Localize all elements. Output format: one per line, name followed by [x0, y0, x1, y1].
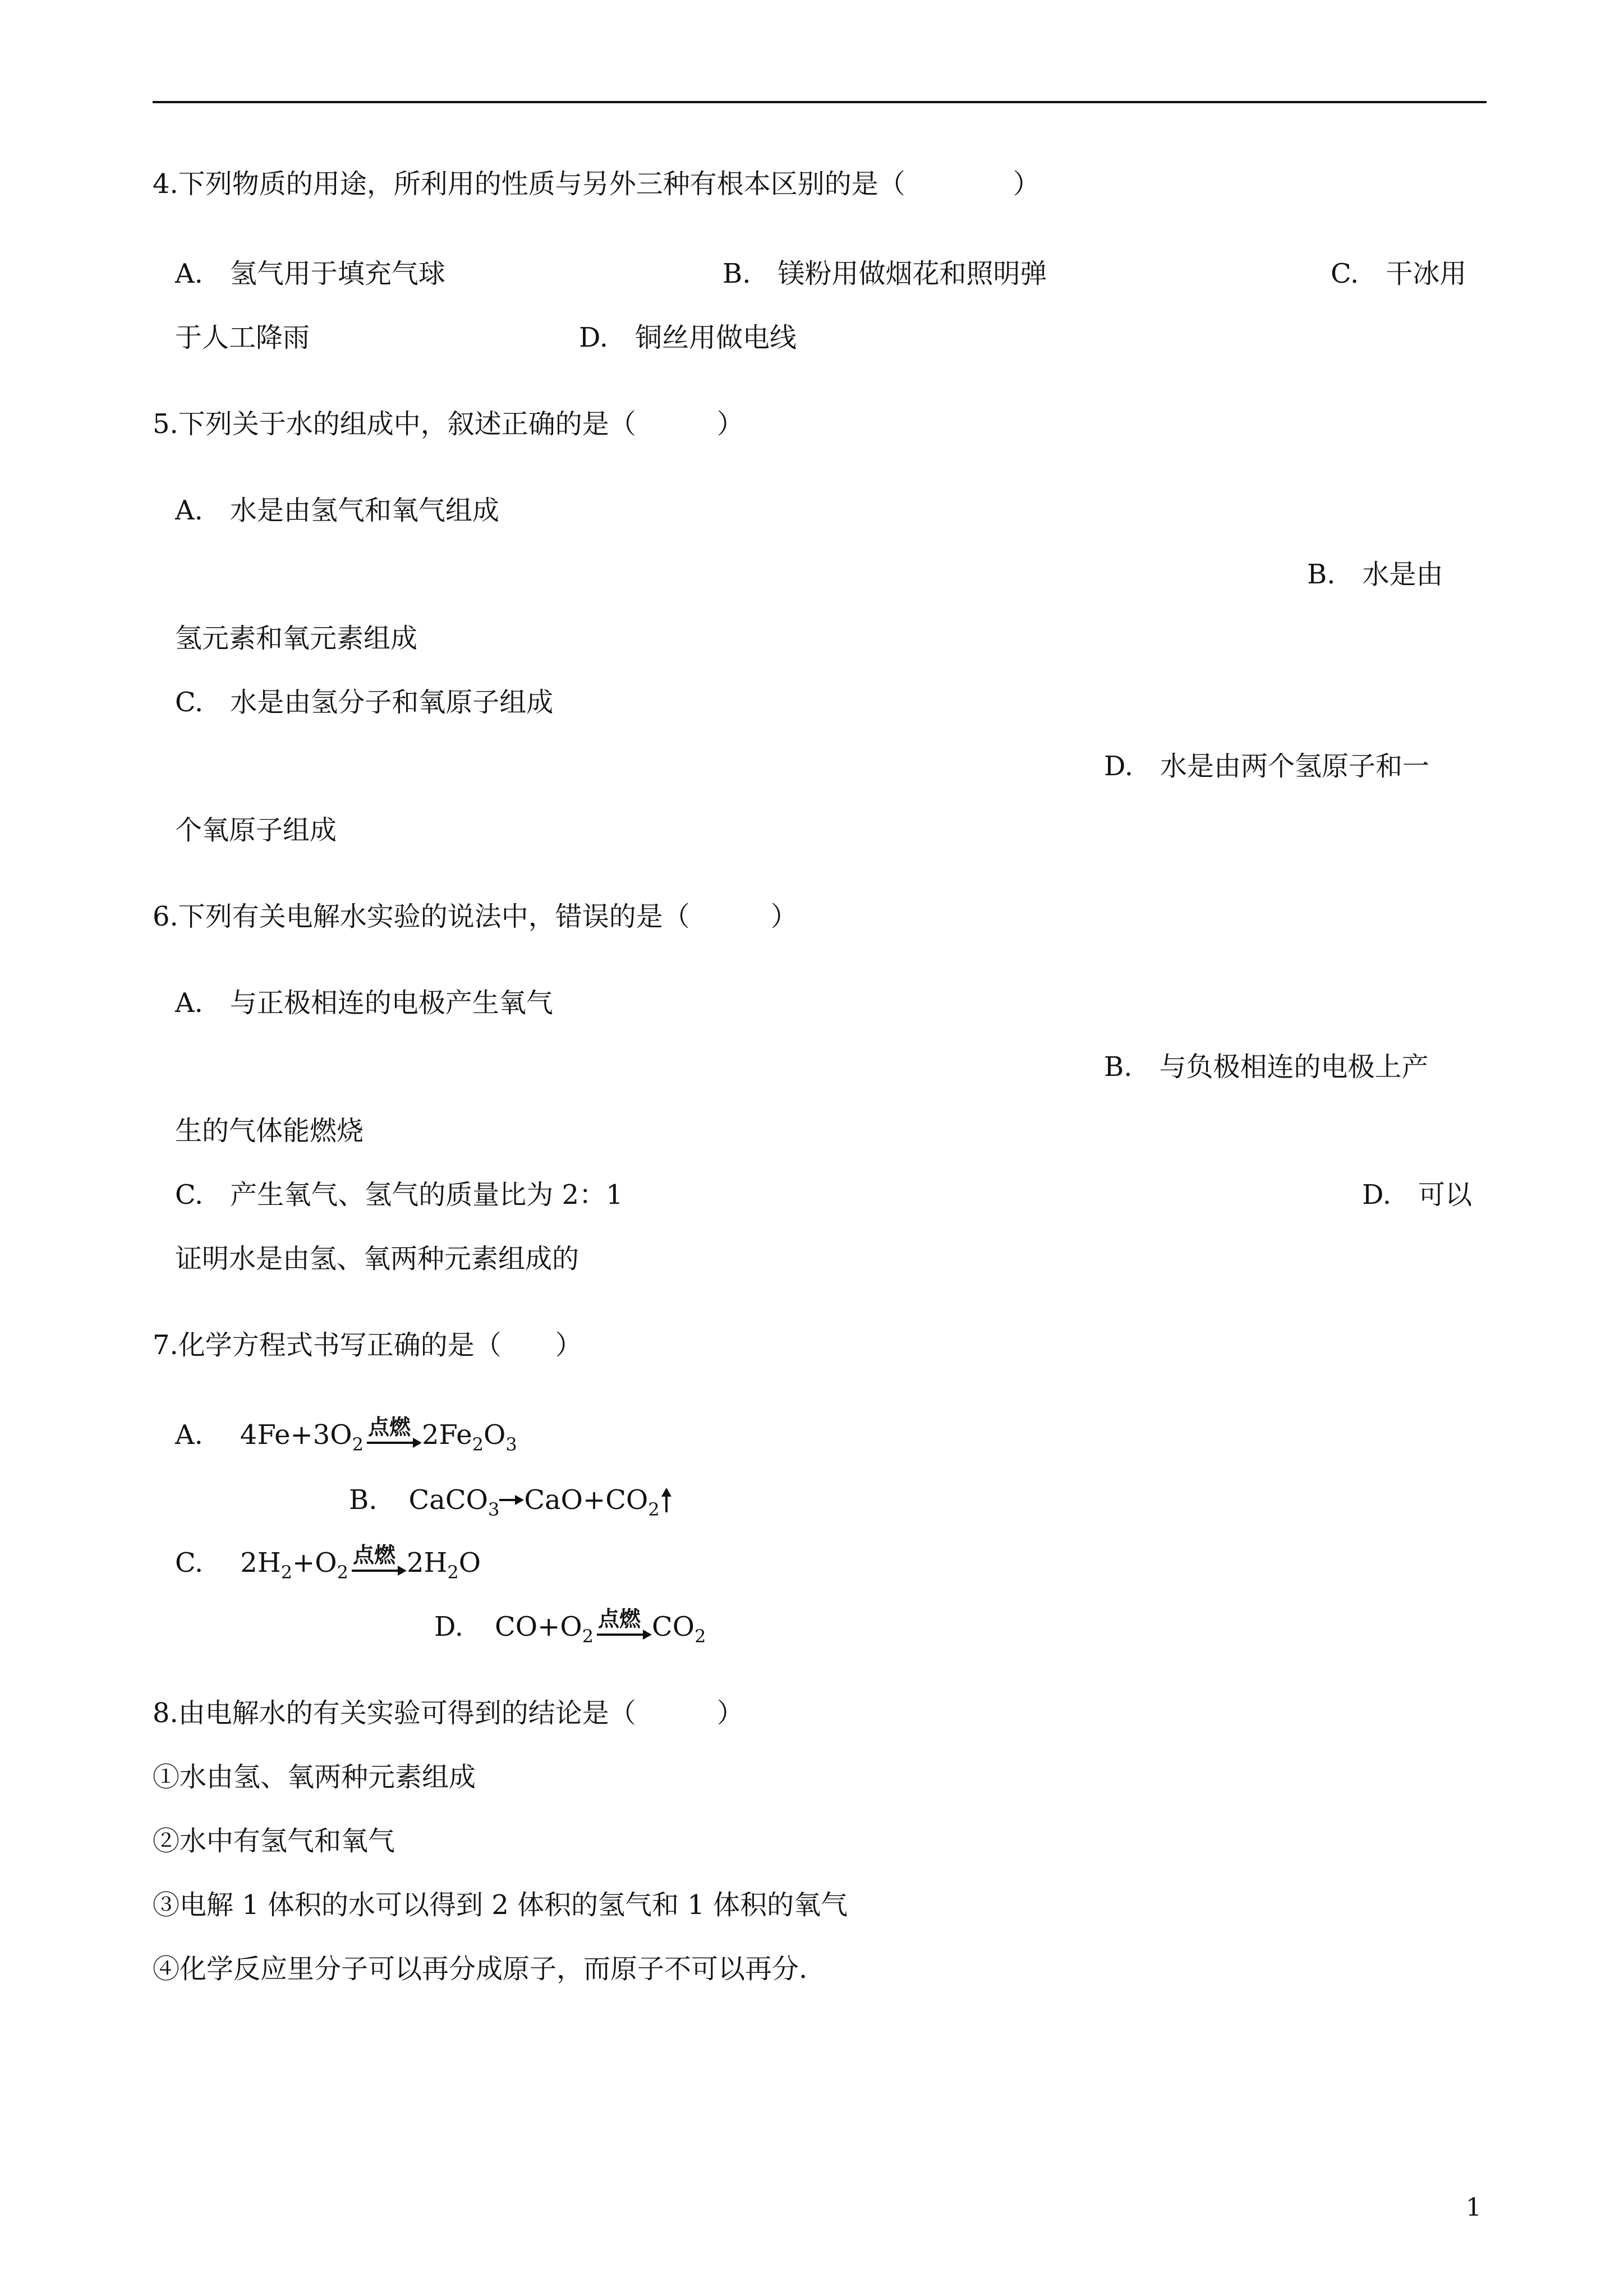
q7-option-a — [175, 1414, 517, 1455]
q5-option-b-part1: B. 水是由 — [1307, 559, 1443, 590]
page-number: 1 — [1466, 2193, 1482, 2222]
q5-option-d-part1: D. 水是由两个氢原子和一 — [1104, 751, 1430, 782]
q7-a-reaction-arrow — [364, 1414, 422, 1452]
q7-a-reactants: 4Fe+3O — [240, 1419, 352, 1451]
q6-option-b-part2: 生的气体能燃烧 — [175, 1115, 364, 1147]
q7-a-sub: 3 — [505, 1434, 517, 1455]
q7-a-sub: 2 — [352, 1434, 364, 1455]
q7-c-reaction-arrow — [348, 1542, 407, 1580]
q7-d-product: CO — [652, 1611, 695, 1642]
q7-c-reactant: 2H — [240, 1547, 281, 1579]
q7-b-label: B. — [349, 1484, 378, 1516]
q5-option-c: C. 水是由氢分子和氧原子组成 — [175, 687, 554, 718]
arrow-up-icon — [660, 1483, 673, 1517]
arrow-right-icon — [643, 1630, 652, 1640]
q7-c-sub: 2 — [280, 1562, 293, 1583]
q4-stem: 4.下列物质的用途，所利用的性质与另外三种有根本区别的是（ ） — [153, 168, 1040, 200]
q8-stem: 8.由电解水的有关实验可得到的结论是（ ） — [153, 1697, 744, 1729]
q6-option-d-part2: 证明水是由氢、氧两种元素组成的 — [175, 1243, 579, 1274]
q5-option-b-part2: 氢元素和氧元素组成 — [175, 623, 418, 654]
q5-stem: 5.下列关于水的组成中，叙述正确的是（ ） — [153, 408, 744, 440]
q6-option-a: A. 与正极相连的电极产生氧气 — [175, 987, 553, 1019]
q7-d-reactants: CO+O — [495, 1611, 582, 1642]
q7-a-sub: 2 — [472, 1434, 484, 1455]
q6-option-c: C. 产生氧气、氢气的质量比为 2：1 — [175, 1179, 623, 1211]
q6-option-d-part1: D. 可以 — [1362, 1179, 1473, 1211]
arrow-right-icon — [413, 1438, 422, 1448]
arrow-right-icon — [499, 1483, 524, 1517]
q7-b-products: CaO+CO — [524, 1484, 648, 1516]
q8-statement-1: ①水由氢、氧两种元素组成 — [153, 1761, 476, 1793]
q7-option-c — [175, 1542, 481, 1583]
q7-b-sub: 3 — [487, 1499, 500, 1520]
q7-stem: 7.化学方程式书写正确的是（ ） — [153, 1329, 582, 1361]
q7-d-sub: 2 — [582, 1626, 594, 1647]
q7-a-product: 2Fe — [422, 1419, 472, 1451]
q4-option-d: D. 铜丝用做电线 — [579, 322, 797, 353]
q7-c-sub: 2 — [337, 1562, 348, 1583]
q7-c-sub: 2 — [447, 1562, 459, 1583]
q6-stem: 6.下列有关电解水实验的说法中，错误的是（ ） — [153, 901, 798, 932]
q8-statement-3: ③电解 1 体积的水可以得到 2 体积的氢气和 1 体积的氧气 — [153, 1889, 848, 1921]
q4-option-c-part2: 于人工降雨 — [175, 322, 310, 353]
q5-option-a: A. 水是由氢气和氧气组成 — [175, 495, 499, 526]
q8-statement-4: ④化学反应里分子可以再分成原子，而原子不可以再分. — [153, 1953, 808, 1985]
q7-d-label: D. — [434, 1611, 464, 1642]
q7-c-label: C. — [175, 1547, 204, 1579]
header-rule — [153, 101, 1487, 103]
q4-option-c-part1: C. 干冰用 — [1331, 258, 1467, 289]
q7-a-label: A. — [175, 1419, 203, 1451]
q8-statement-2: ②水中有氢气和氧气 — [153, 1825, 395, 1857]
q7-d-sub: 2 — [694, 1626, 706, 1647]
q6-option-b-part1: B. 与负极相连的电极上产 — [1104, 1051, 1429, 1083]
q7-a-product: O — [484, 1419, 506, 1451]
q4-option-a: A. 氢气用于填充气球 — [175, 258, 445, 289]
q7-b-reactant: CaCO — [408, 1484, 488, 1516]
q7-d-condition: 点燃 — [598, 1606, 641, 1631]
q7-b-sub: 2 — [648, 1499, 660, 1520]
q4-option-b: B. 镁粉用做烟花和照明弹 — [723, 258, 1047, 289]
q7-c-product: O — [458, 1547, 481, 1579]
q7-d-reaction-arrow — [594, 1606, 652, 1644]
q7-a-condition: 点燃 — [368, 1414, 411, 1439]
q7-option-b — [349, 1483, 673, 1520]
q7-c-condition: 点燃 — [352, 1542, 395, 1567]
q7-c-reactant: +O — [292, 1547, 337, 1579]
q7-option-d — [434, 1606, 706, 1647]
q7-c-product: 2H — [406, 1547, 448, 1579]
q5-option-d-part2: 个氧原子组成 — [175, 815, 337, 846]
arrow-right-icon — [398, 1566, 407, 1576]
